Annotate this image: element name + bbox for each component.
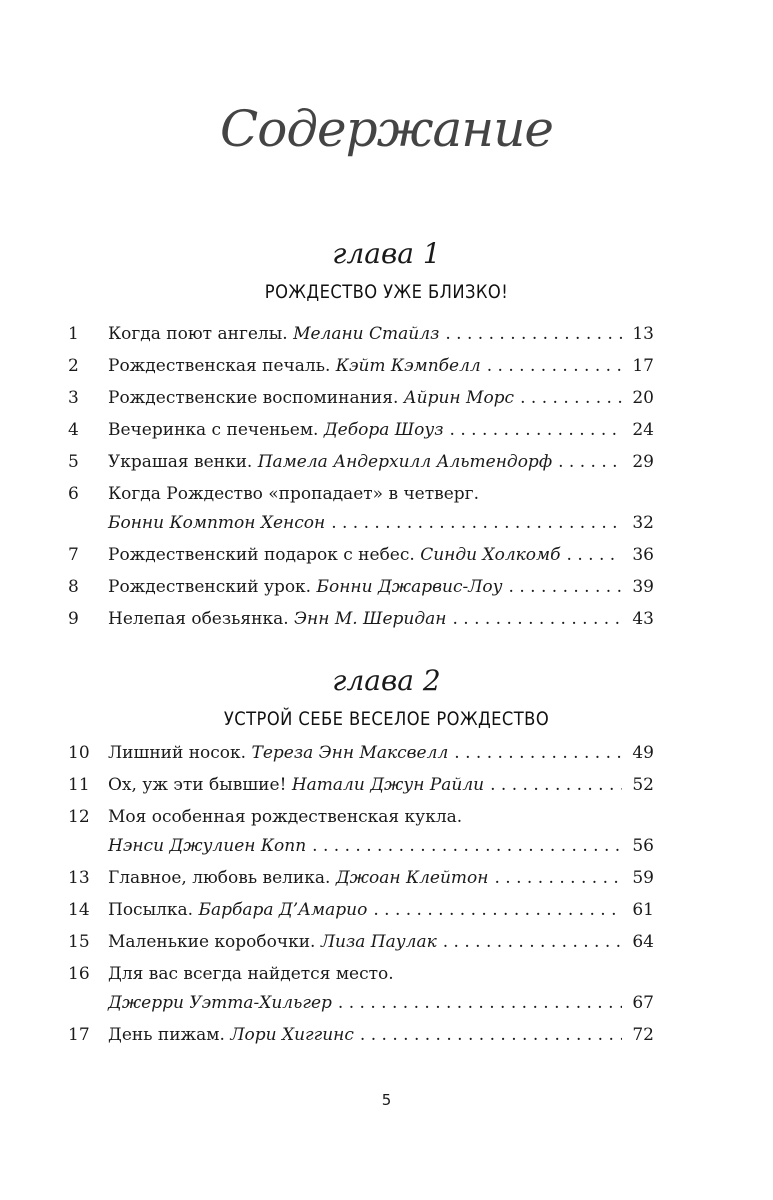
entry-number: 13 [68,868,90,888]
entry-title: День пижам. [108,1025,225,1045]
entry-number: 4 [68,420,79,440]
entry-title: Когда поют ангелы. [108,324,288,344]
entry-number: 8 [68,577,79,597]
entry-page: 36 [632,545,654,565]
toc-entry[interactable] [68,541,654,570]
chapter-1-toc [68,320,654,637]
chapter-name: РОЖДЕСТВО УЖЕ БЛИЗКО! [264,281,509,303]
entry-page: 24 [632,420,654,440]
entry-author: Айрин Морс [403,388,515,408]
entry-title: Лишний носок. [108,743,247,763]
entry-author: Натали Джун Райли [291,775,485,795]
entry-title: Для вас всегда найдется место. [108,964,394,984]
leader-dots [450,416,622,444]
entry-title: Украшая венки. [108,452,253,472]
entry-page: 61 [632,900,654,920]
entry-number: 7 [68,545,79,565]
entry-number: 1 [68,324,79,344]
toc-entry[interactable] [68,771,654,800]
toc-entry[interactable] [68,573,654,602]
toc-entry[interactable] [68,416,654,445]
entry-author: Лиза Паулак [320,932,437,952]
toc-entry[interactable] [68,448,654,477]
entry-title: Рождественский подарок с небес. [108,545,415,565]
entry-page: 49 [632,743,654,763]
entry-page: 17 [632,356,654,376]
toc-entry[interactable] [68,928,654,957]
toc-entry[interactable] [68,605,654,634]
toc-entry[interactable] [68,739,654,768]
leader-dots [520,384,622,412]
entry-number: 9 [68,609,79,629]
entry-author: Джерри Уэтта-Хильгер [108,993,332,1013]
chapter-label: глава 1 [332,237,441,270]
entry-title: Ох, уж эти бывшие! [108,775,287,795]
entry-author: Нэнси Джулиен Копп [108,836,307,856]
entry-title: Посылка. [108,900,194,920]
leader-dots [338,989,622,1017]
entry-page: 64 [632,932,654,952]
entry-page: 56 [632,836,654,856]
entry-author: Бонни Джарвис-Лоу [316,577,503,597]
entry-title: Рождественский урок. [108,577,312,597]
entry-page: 39 [632,577,654,597]
entry-page: 67 [632,993,654,1013]
toc-entry[interactable] [68,352,654,381]
entry-author: Мелани Стайлз [293,324,440,344]
page-title: Содержание [219,100,554,158]
entry-number: 3 [68,388,79,408]
toc-entry[interactable] [68,384,654,413]
entry-author: Синди Холкомб [420,545,561,565]
chapter-1-heading [0,237,773,303]
entry-page: 72 [632,1025,654,1045]
entry-author: Лори Хиггинс [230,1025,354,1045]
entry-number: 12 [68,807,90,827]
chapter-label: глава 2 [332,664,441,697]
leader-dots [452,605,622,633]
leader-dots [454,739,622,767]
leader-dots [373,896,622,924]
entry-title: Когда Рождество «пропадает» в четверг. [108,484,479,504]
entry-title: Рождественские воспоминания. [108,388,399,408]
page-number: 5 [381,1091,392,1109]
toc-entry[interactable] [68,1021,654,1050]
leader-dots [443,928,622,956]
entry-number: 5 [68,452,79,472]
entry-author: Бонни Комптон Хенсон [108,513,326,533]
entry-number: 10 [68,743,90,763]
leader-dots [495,864,623,892]
entry-page: 29 [632,452,654,472]
leader-dots [567,541,622,569]
entry-number: 2 [68,356,79,376]
toc-entry[interactable] [68,803,654,861]
entry-author: Барбара Д’Амарио [198,900,368,920]
entry-page: 52 [632,775,654,795]
entry-number: 15 [68,932,90,952]
entry-title: Нелепая обезьянка. [108,609,289,629]
leader-dots [445,320,622,348]
entry-title: Маленькие коробочки. [108,932,316,952]
entry-title: Моя особенная рождественская кукла. [108,807,463,827]
leader-dots [490,771,622,799]
leader-dots [558,448,622,476]
chapter-2-toc [68,739,654,1053]
entry-author: Джоан Клейтон [335,868,489,888]
entry-title: Вечеринка с печеньем. [108,420,319,440]
entry-number: 6 [68,484,79,504]
toc-entry[interactable] [68,896,654,925]
entry-page: 59 [632,868,654,888]
leader-dots [487,352,622,380]
entry-page: 13 [632,324,654,344]
entry-number: 16 [68,964,90,984]
entry-number: 14 [68,900,90,920]
toc-entry[interactable] [68,480,654,538]
toc-entry[interactable] [68,864,654,893]
leader-dots [360,1021,622,1049]
entry-number: 11 [68,775,90,795]
entry-author: Памела Андерхилл Альтендорф [257,452,553,472]
entry-page: 32 [632,513,654,533]
entry-number: 17 [68,1025,90,1045]
entry-author: Тереза Энн Максвелл [251,743,449,763]
entry-title: Главное, любовь велика. [108,868,331,888]
entry-author: Дебора Шоуз [323,420,444,440]
leader-dots [331,509,622,537]
toc-entry[interactable] [68,320,654,349]
entry-author: Кэйт Кэмпбелл [335,356,481,376]
chapter-name: УСТРОЙ СЕБЕ ВЕСЕЛОЕ РОЖДЕСТВО [223,708,550,730]
chapter-2-heading [0,664,773,730]
entry-title: Рождественская печаль. [108,356,331,376]
entry-author: Энн М. Шеридан [294,609,447,629]
entry-page: 20 [632,388,654,408]
leader-dots [312,832,622,860]
toc-entry[interactable] [68,960,654,1018]
leader-dots [509,573,622,601]
entry-page: 43 [632,609,654,629]
